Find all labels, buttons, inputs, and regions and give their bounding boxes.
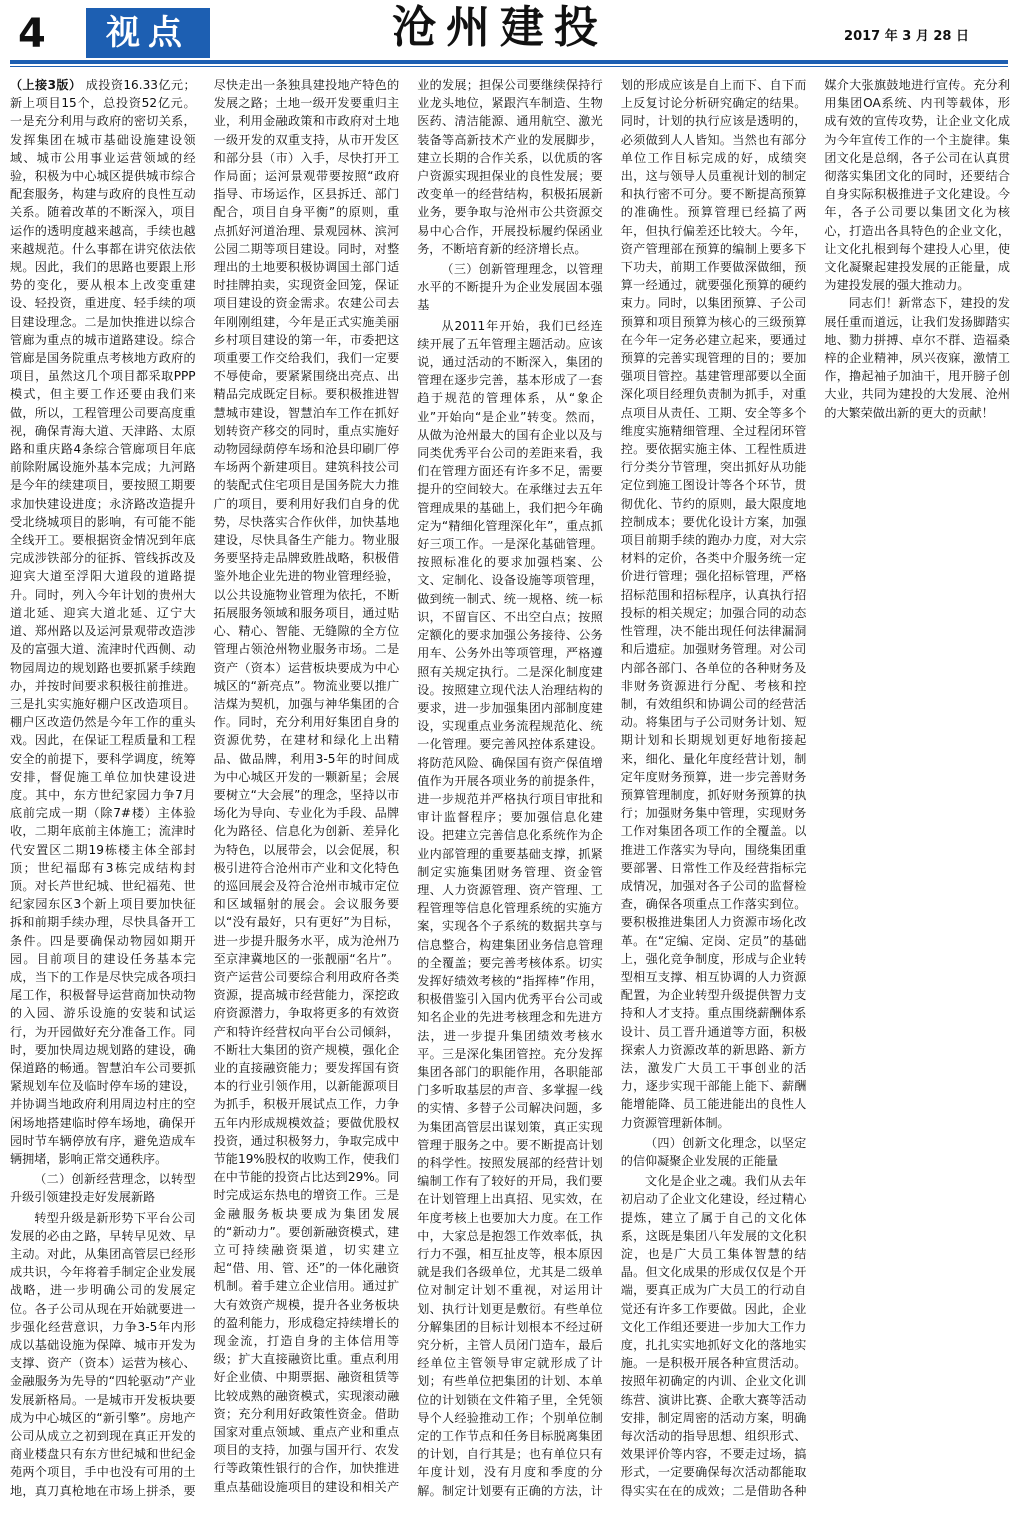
newspaper-name: 沧州建投: [392, 2, 608, 53]
header-rule: [10, 60, 1008, 64]
article-paragraph: 转型升级是新形势下平台公司发展的必由之路，早转早见效、早主动。对此，从集团高管层已经形成共识，今年将着手制定企业发展战略，进一步明确公司的发展定位。各子公司从现在开始就要进一步强化经营意识，力争3-5年内形成以基础设施为保障、城市开发为支撑、资产（资本）运营为核心、金融服务为先导的“四轮驱动”产业发展新格局。一是城市开发板块要成为中心城区的“新引擎”。房地产公司从成立之初到现在真正开发的商业楼盘只有东方世纪城和世纪金苑两个项目，手中也没有可用的土地，真刀真枪地在市场上拼杀，要尽快走出一条独具建投地产特色的发展之路；土地一级开发要重归主业，利用金融政策和市政府对土地一级开发的双重支持，从市开发区和部分县（市）入手，尽快打开工作局面；运河景观带要按照“政府指导、市场运作，区县拆迁、部门配合，项目自身平衡”的原则，重点抓好河道治理、景观园林、滨河公园二期等项目建设。同时，对整理出的土地要积极协调国土部门适时挂牌拍卖，实现资金回笼，保证项目建设的资金需求。农建公司去年刚刚组建，今年是正式实施美丽乡村项目建设的第一年，市委把这项重要工作交给我们，我们一定要不辱使命，要紧紧围绕出亮点、出精品完成既定目标。要积极推进智慧城市建设，智慧泊车工作在抓好划转资产移交的同时，重点实施好动物园绿荫停车场和沧县印刷厂停车场两个新建项目。建筑科技公司的装配式住宅项目是国务院大力推广的项目，要利用好我们自身的优势，尽快落实合作伙伴，加快基地建设，尽快具备生产能力。物业服务要坚持走品牌致胜战略，积极借鉴外地企业先进的物业管理经验，以公共设施物业管理为依托，不断拓展服务领域和服务项目，通过贴心、精心、智能、无缝隙的全方位管理占领沧州物业服务市场。二是资产（资本）运营板块要成为中心城区的“新亮点”。物流业要以推广洁煤为契机，加强与神华集团的合作。同时，充分利用好集团自身的资源优势，在建材和绿化上出精品、做品牌，利用3-5年的时间成为中心城区开发的一颗新星；会展要树立“大会展”的理念，坚持以市场化为导向、专业化为手段、品牌化为路径、信息化为创新、差异化为特色，以展带会，以会促展，积极引进符合沧州市产业和文化特色的巡回展会及符合沧州市城市定位和区域辐射的展会。会议服务要以“没有最好，只有更好”为目标，进一步提升服务水平，成为沧州乃至京津冀地区的一张靓丽“名片”。资产运营公司要综合利用政府各类资源，提高城市经营能力，深挖政府资源潜力，争取将更多的有效资产和特许经营权向平台公司倾斜，不断壮大集团的资产规模，强化企业的直接融资能力；要发挥国有资本的行业引领作用，以新能源项目为抓手，积极开展试点工作，力争五年内形成规模效益；要做优股权投资，通过积极努力，争取完成中节能19%股权的收购工作，使我们在中节能的投资占比达到29%。同时完成运东热电的增资工作。三是金融服务板块要成为集团发展的“新动力”。要创新融资模式，建立可持续融资渠道，切实建立起“借、用、管、还”的一体化融资机制。着手建立企业信用。通过扩大有效资产规模，提升各业务板块的盈利能力，形成稳定持续增长的现金流，打造自身的主体信用等级；扩大直接融资比重。重点利用好企业债、中期票据、融资租赁等比较成熟的融资模式，实现滚动融资；充分利用好政策性资金。借助国家对重点领域、重点产业和重点项目的支持，加强与国开行、农发行等政策性银行的合作，加快推进重点基础设施项目的建设和相关产业的发展；担保公司要继续保持行业龙头地位，紧跟汽车制造、生物医药、清洁能源、通用航空、激光装备等高新技术产业的发展脚步，建立长期的合作关系，以优质的客户资源实现担保业的良性发展；要改变单一的经营结构，积极拓展新业务，要争取与沧州市公共资源交易中心合作，开展投标履约保函业务，不断培育新的经济增长点。: [10, 78, 603, 1498]
section-heading: （三）创新管理理念，以管理水平的不断提升为企业发展固本强基: [417, 262, 603, 313]
section-heading: （二）创新经营理念，以转型升级引领建投走好发展新路: [10, 1172, 196, 1205]
masthead: [0, 0, 1015, 62]
article-paragraph: （上接3版） 成投资16.33亿元；新上项目15个，总投资52亿元。一是充分利用与政府的密切关系，发挥集团在城市基础设施建设领域、城市公用事业运营领域的经验，积极为中心城区提供城市综合配套服务，构建与政府的良性互动关系。随着改革的不断深入，项目运作的透明度越来越高，手续也越来越规范。什么事都在讲究依法依规。因此，我们的思路也要跟上形势的变化，要从根本上改变重建设、轻投资，重进度、轻手续的项目建设理念。二是加快推进以综合管廊为重点的城市道路建设。综合管廊是国务院重点考核地方政府的项目，虽然这几个项目都采取PPP模式，但主要工作还要由我们来做，所以，工程管理公司要高度重视，确保青海大道、天津路、太原路和重庆路4条综合管廊项目年底前除附属设施外基本完成；九河路是今年的续建项目，要按照工期要求加快建设进度；永济路改造提升受北绕城项目的影响，有可能不能全线开工。要根据资金情况到年底完成涉铁部分的征拆、管线拆改及迎宾大道至浮阳大道段的道路提升。同时，列入今年计划的贵州大道北延、迎宾大道北延、辽宁大道、郑州路以及运河景观带改造涉及的富强大道、流津时代西侧、动物园周边的规划路也要抓紧手续跑办，并按时间要求积极往前推进。三是扎实实施好棚户区改造项目。棚户区改造仍然是今年工作的重头戏。因此，在保证工程质量和工程安全的前提下，要科学调度，统筹安排，督促施工单位加快建设进度。其中，东方世纪家园力争7月底前完成一期（除7#楼）主体验收，二期年底前主体施工；流津时代安置区二期19栋楼主体全部封顶；世纪福邸有3栋完成结构封顶。对长芦世纪城、世纪福苑、世纪家园东区3个新上项目要加快征拆和前期手续办理，尽快具备开工条件。四是要确保动物园如期开园。目前项目的建设任务基本完成，当下的工作是尽快完成各项扫尾工作，积极督导运营商加快动物的入园、游乐设施的安装和试运行，为开园做好充分准备工作。同时，要加快周边规划路的建设，确保道路的畅通。智慧泊车公司要抓紧规划车位及临时停车场的建设，并协调当地政府利用周边村庄的空闲场地搭建临时停车场地，确保开园时节车辆停放有序，避免造成车辆拥堵，影响正常交通秩序。: [10, 78, 196, 1166]
closing-paragraph: 同志们！新常态下，建投的发展任重而道远，让我们发扬脚踏实地、勠力拼搏、卓尔不群、造福桑梓的企业精神，夙兴夜寐，激情工作，撸起袖子加油干，甩开膀子创大业，共同为建投的大发展、沧州的大繁荣做出新的更大的贡献！: [824, 296, 1010, 420]
article-paragraph: 从2011年开始，我们已经连续开展了五年管理主题活动。应该说，通过活动的不断深入，集团的管理在逐步完善，基本形成了一套趋于规范的管理体系，从“象企业”开始向“是企业”转变。然而，从做为沧州最大的国有企业以及与同类优秀平台公司的差距来看，我们在管理方面还有许多不足，需要提升的空间较大。在承继过去五年管理成果的基础上，我们把今年确定为“精细化管理深化年”，重点抓好三项工作。一是深化基础管理。按照标准化的要求加强档案、公文、定制化、设备设施等项管理，做到统一制式、统一规格、统一标识，不留盲区、不出空白点；按照定额化的要求加强公务接待、公务用车、公务外出等项管理，严格遵照有关规定执行。二是深化制度建设。按照建立现代法人治理结构的要求，进一步加强集团内部制度建设，实现重点业务流程规范化、统一化管理。要完善风控体系建设。将防范风险、确保国有资产保值增值作为开展各项业务的前提条件，进一步规范并严格执行项目审批和审计监督程序；要加强信息化建设。把建立完善信息化系统作为企业内部管理的重要基础支撑，抓紧制定实施集团财务管理、资金管理、人力资源管理、资产管理、工程管理等信息化管理系统的实施方案，实现各个子系统的数据共享与信息整合，构建集团业务信息管理的全覆盖；要完善考核体系。切实发挥好绩效考核的“指挥棒”作用，积极借鉴引入国内优秀平台公司或知名企业的先进考核理念和先进方法，进一步提升集团绩效考核水平。三是深化集团管控。充分发挥集团各部门的职能作用，各职能部门多听取基层的声音、多掌握一线的实情、多替子公司解决问题，多为集团高管层出谋划策，真正实现管理于服务之中。要不断提高计划的科学性。按照发展部的经营计划编制工作有了较好的开局，我们要在计划管理上出真招、见实效，在年度考核上也要加大力度。在工作中，大家总是抱怨工作效率低，执行力不强，相互扯皮等，根本原因就是我们各级单位，尤其是二级单位对制定计划不重视，对运用计划、执行计划更是敷衍。有些单位分解集团的目标计划根本不经过研究分析，主管人员闭门造车，最后经单位主管领导审定就形成了计划；有些单位把集团的计划、本单位的计划锁在文件箱子里，全凭领导个人经验推动工作；个别单位制定的工作节点和任务目标脱离集团的计划，自行其是；也有单位只有年度计划，没有月度和季度的分解。制定计划要有正确的方法，计划的形成应该是自上而下、自下而上反复讨论分析研究确定的结果。同时，计划的执行应该是透明的，必须做到人人皆知。当然也有部分单位工作目标完成的好，成绩突出，这与领导人员重视计划的制定和执行密不可分。要不断提高预算的准确性。预算管理已经搞了两年，但执行偏差还比较大。今年，资产管理部在预算的编制上要多下下功夫，前期工作要做深做细，预算一经通过，就要强化预算的硬约束力。同时，以集团预算、子公司预算和项目预算为核心的三级预算在今年一定务必建立起来，要通过预算的完善实现管理的目的；要加强项目管控。基建管理部要以全面深化项目经理负责制为抓手，对重点项目从责任、工期、安全等多个维度实施精细管理、全过程闭环管控。要依据实施主体、工程性质进行分类分节管理，突出抓好从功能定位到施工图设计等各个环节，贯彻优化、节约的原则，最大限度地控制成本；要优化设计方案，加强项目前期手续的跑办力度，对大宗材料的定价，各类中介服务统一定价进行管理；强化招标管理，严格招标范围和招标程序，认真执行招投标的相关规定；加强合同的动态性管理，决不能出现任何法律漏洞和后遗症。加强财务管理。对公司内部各部门、各单位的各种财务及非财务资源进行分配、考核和控制，有效组织和协调公司的经营活动。将集团与子公司财务计划、短期计划和长期规划更好地衔接起来，细化、量化年度经营计划，制定年度财务预算，进一步完善财务预算管理制度，抓好财务预算的执行；加强财务集中管理，实现财务工作对集团各项工作的全覆盖。以推进工作落实为导向，围绕集团重要部署、日常性工作及经营指标完成情况，加强对各子公司的监督检查，确保各项重点工作落实到位。要积极推进集团人力资源市场化改革。在“定编、定岗、定员”的基础上，强化竞争制度，形成与企业转型相互支撑、相互协调的人力资源配置，为企业转型升级提供智力支持和人才支持。重点围绕薪酬体系设计、员工晋升通道等方面，积极探索人力资源改革的新思路、新方法，激发广大员工干事创业的活力，逐步实现干部能上能下、薪酬能增能降、员工能进能出的良性人力资源管理新体制。: [417, 78, 807, 1498]
continued-marker: （上接3版）: [10, 78, 82, 92]
publication-date: 2017 年 3 月 28 日: [844, 29, 969, 44]
section-label: 视点: [106, 13, 190, 53]
article-body: [10, 76, 1010, 1506]
page-number: 4: [18, 11, 46, 57]
section-heading: （四）创新文化理念，以坚定的信仰凝聚企业发展的正能量: [620, 1135, 807, 1168]
section-label-box: [86, 8, 210, 58]
article-paragraph: 文化是企业之魂。我们从去年初启动了企业文化建设，经过精心提炼，建立了属于自己的文化体系，这既是集团八年发展的文化积淀，也是广大员工集体智慧的结晶。但文化成果的形成仅仅是个开端，要真正成为广大员工的行动自觉还有许多工作要做。因此，企业文化工作组还要进一步加大工作力度，扎扎实实地抓好文化的落地实施。一是积极开展各种宣贯活动。按照年初确定的内训、企业文化训练营、演讲比赛、企歌大赛等活动安排，制定周密的活动方案，明确每次活动的指导思想、组织形式、效果评价等内容，不要走过场，搞形式，一定要确保每次活动都能取得实实在在的成效；二是借助各种媒介大张旗鼓地进行宣传。充分利用集团OA系统、内刊等载体，形成有效的宣传攻势，让企业文化成为今年宣传工作的一个主旋律。集团文化是总纲，各子公司在认真贯彻落实集团文化的同时，还要结合自身实际积极推进子文化建设。今年，各子公司要以集团文化为核心，打造出各具特色的企业文化，让文化扎根到每个建投人心里，使文化凝聚起建投发展的正能量，成为建投发展的强大推动力。: [620, 78, 1010, 1498]
header-rule-thin: [10, 66, 1008, 67]
